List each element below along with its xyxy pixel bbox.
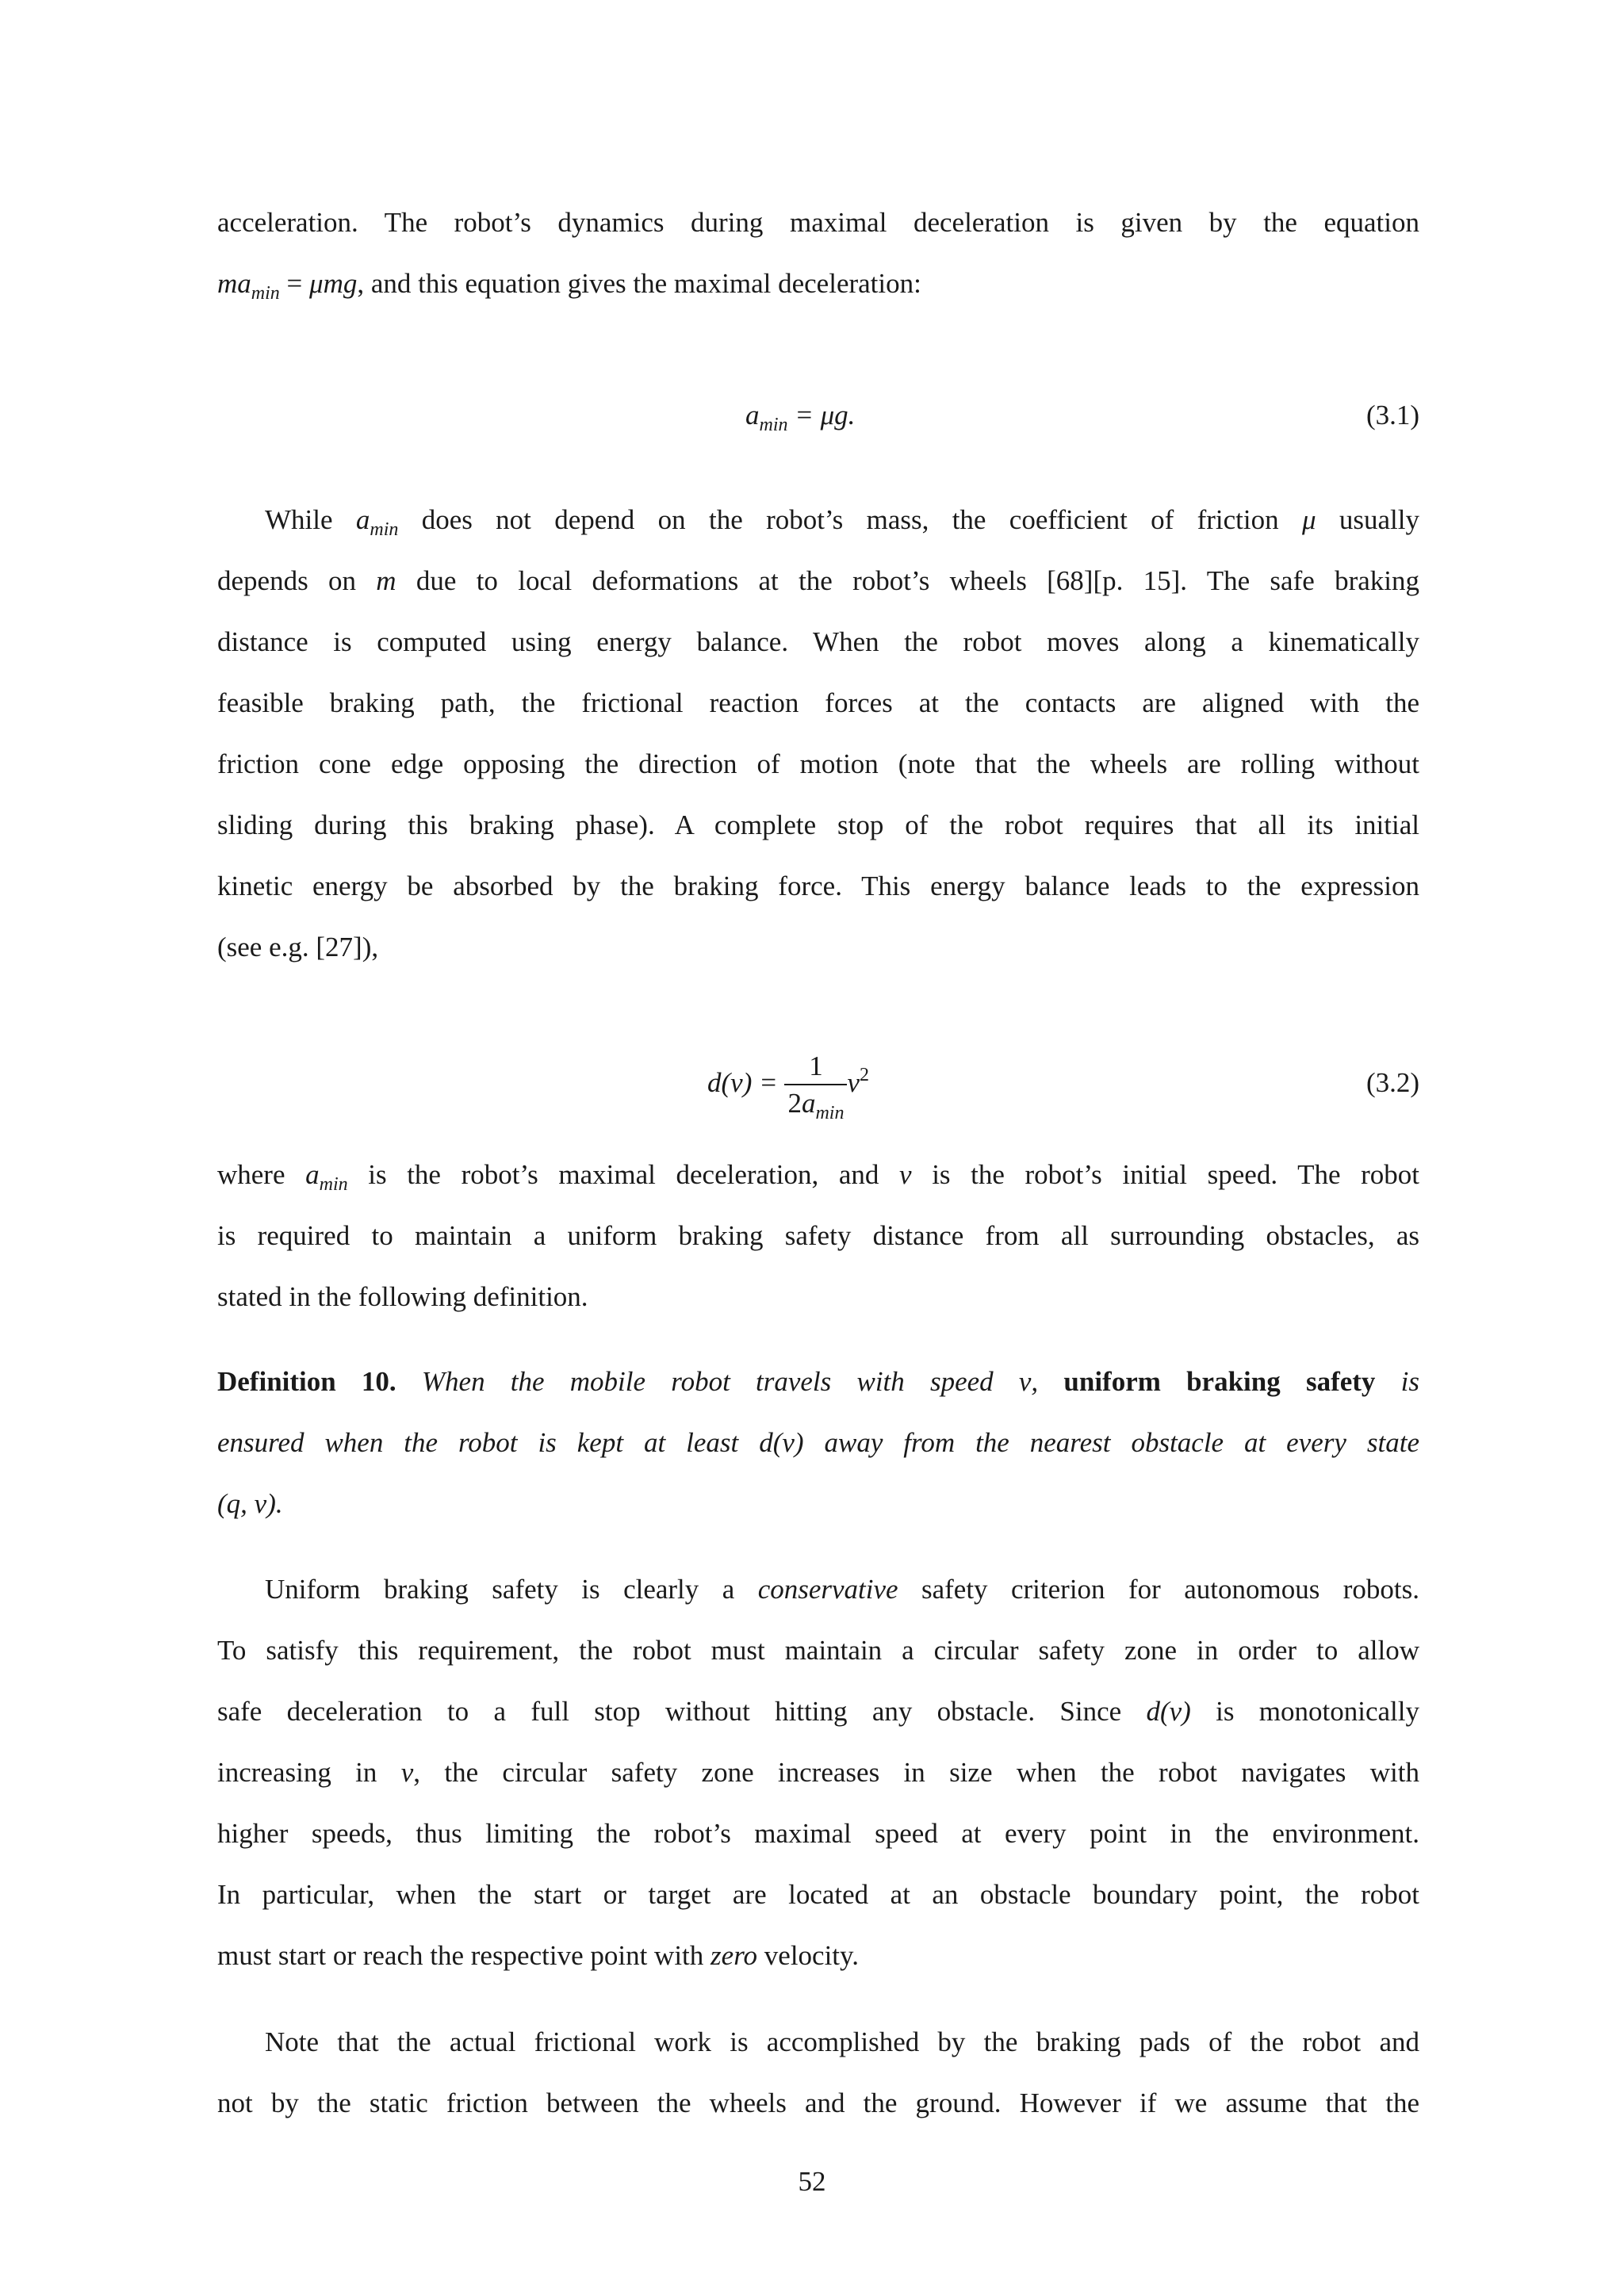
text-fragment: safe deceleration to a full stop without hitting any obstacle. Since [217,1696,1147,1727]
text-line [217,1681,1419,1742]
equation-3-1 [217,384,1419,447]
fraction-denominator [784,1085,847,1123]
equation-number: (3.1) [1365,400,1419,430]
text-fragment: safety criterion for autonomous robots. [898,1574,1419,1605]
text-line: kinetic energy be absorbed by the braking force. This energy balance leads to the expression [217,871,1419,901]
math-symbol: a [237,268,251,299]
math-operator: = [279,268,310,299]
text-line: not by the static friction between the wheels and the ground. However if we assume that the [217,2087,1419,2118]
math-symbol: a [355,504,370,535]
math-expression: μmg [309,268,358,299]
text-fragment: velocity. [757,1940,859,1971]
text-fragment: , and this equation gives the maximal deceleration: [357,268,921,299]
math-expression: = μg. [787,400,856,430]
text-fragment: must start or reach the respective point with [217,1940,711,1971]
equation-body [745,384,855,447]
definition-10 [217,1351,1419,1534]
math-symbol: a [801,1087,816,1119]
text-line [217,1925,1419,1986]
text-line: In particular, when the start or target are located at an obstacle boundary point, the robot [217,1879,1419,1910]
text-fragment: is [1375,1366,1419,1397]
equation-number: (3.2) [1365,1067,1419,1098]
paragraph-2 [217,489,1419,978]
emphasis: zero [710,1940,758,1971]
text-line: ensured when the robot is kept at least d(ν) away from the nearest obstacle at every state [217,1427,1419,1458]
text-fragment: usually [1316,504,1419,535]
text-fragment: increasing in [217,1757,401,1788]
text-fragment: is monotonically [1190,1696,1419,1727]
text-fragment: , the circular safety zone increases in size when the robot navigates with [413,1757,1419,1788]
defined-term: uniform braking safety [1038,1366,1376,1397]
text-line: distance is computed using energy balance. When the robot moves along a kinematically [217,626,1419,657]
fraction [784,1050,847,1123]
text-line: (q, ν). [217,1488,283,1519]
text-line [217,550,1419,611]
text-fragment: Uniform braking safety is clearly a [265,1574,758,1605]
text-line: is required to maintain a uniform braking safety distance from all surrounding obstacles, as [217,1220,1419,1251]
paragraph-3 [217,1144,1419,1327]
text-line: acceleration. The robot’s dynamics during maximal deceleration is given by the equation [217,207,1419,238]
text-fragment: where [217,1159,306,1190]
text-line: stated in the following definition. [217,1281,588,1312]
math-subscript: min [319,1174,348,1195]
text-line [217,489,1419,550]
math-symbol: a [305,1159,320,1190]
math-expression: d(ν) [1146,1696,1191,1727]
math-subscript: min [815,1102,845,1123]
page-number: 52 [798,2166,826,2197]
math-subscript: min [251,283,280,304]
math-subscript: min [370,519,399,540]
math-subscript: min [759,415,788,435]
text-line: friction cone edge opposing the direction of motion (note that the wheels are rolling without [217,748,1419,779]
fraction-numerator: 1 [784,1051,847,1085]
text-line [217,253,1419,314]
paragraph-5 [217,2011,1419,2133]
math-symbol: m [217,268,238,299]
math-symbol: μ [1301,504,1316,535]
text-fragment: is the robot’s maximal deceleration, and [347,1159,900,1190]
text-line: (see e.g. [27]), [217,932,379,962]
text-line [217,1144,1419,1205]
math-superscript: 2 [860,1065,870,1085]
math-symbol: m [376,565,396,596]
text-fragment: is the robot’s initial speed. The robot [911,1159,1419,1190]
text-line: feasible braking path, the frictional reaction forces at the contacts are aligned with the [217,687,1419,718]
text-line [217,1742,1419,1803]
math-symbol: ν [847,1067,860,1098]
text-fragment: While [265,504,356,535]
text-fragment: depends on [217,565,377,596]
definition-label: Definition 10. [217,1366,396,1397]
math-number: 2 [787,1087,802,1119]
text-line: Note that the actual frictional work is accomplished by the braking pads of the robot and [265,2026,1419,2057]
emphasis: conservative [757,1574,898,1605]
text-fragment: When the mobile robot travels with speed ν, [396,1366,1039,1397]
equation-body [707,1043,869,1123]
equation-3-2 [217,1043,1419,1123]
text-line [217,1559,1419,1620]
text-line: higher speeds, thus limiting the robot’s maximal speed at every point in the environment. [217,1818,1419,1849]
text-fragment: due to local deformations at the robot’s wheels [68][p. 15]. The safe braking [396,565,1419,596]
math-symbol: ν [899,1159,912,1190]
text-line: To satisfy this requirement, the robot must maintain a circular safety zone in order to allow [217,1635,1419,1666]
text-line: sliding during this braking phase). A complete stop of the robot requires that all its initial [217,809,1419,840]
paragraph-1 [217,192,1419,314]
text-line [217,1351,1419,1412]
math-expression: d(ν) = [707,1067,785,1098]
paragraph-4 [217,1559,1419,1986]
math-symbol: ν [400,1757,414,1788]
math-symbol: a [745,400,760,430]
text-fragment: does not depend on the robot’s mass, the coefficient of friction [398,504,1302,535]
